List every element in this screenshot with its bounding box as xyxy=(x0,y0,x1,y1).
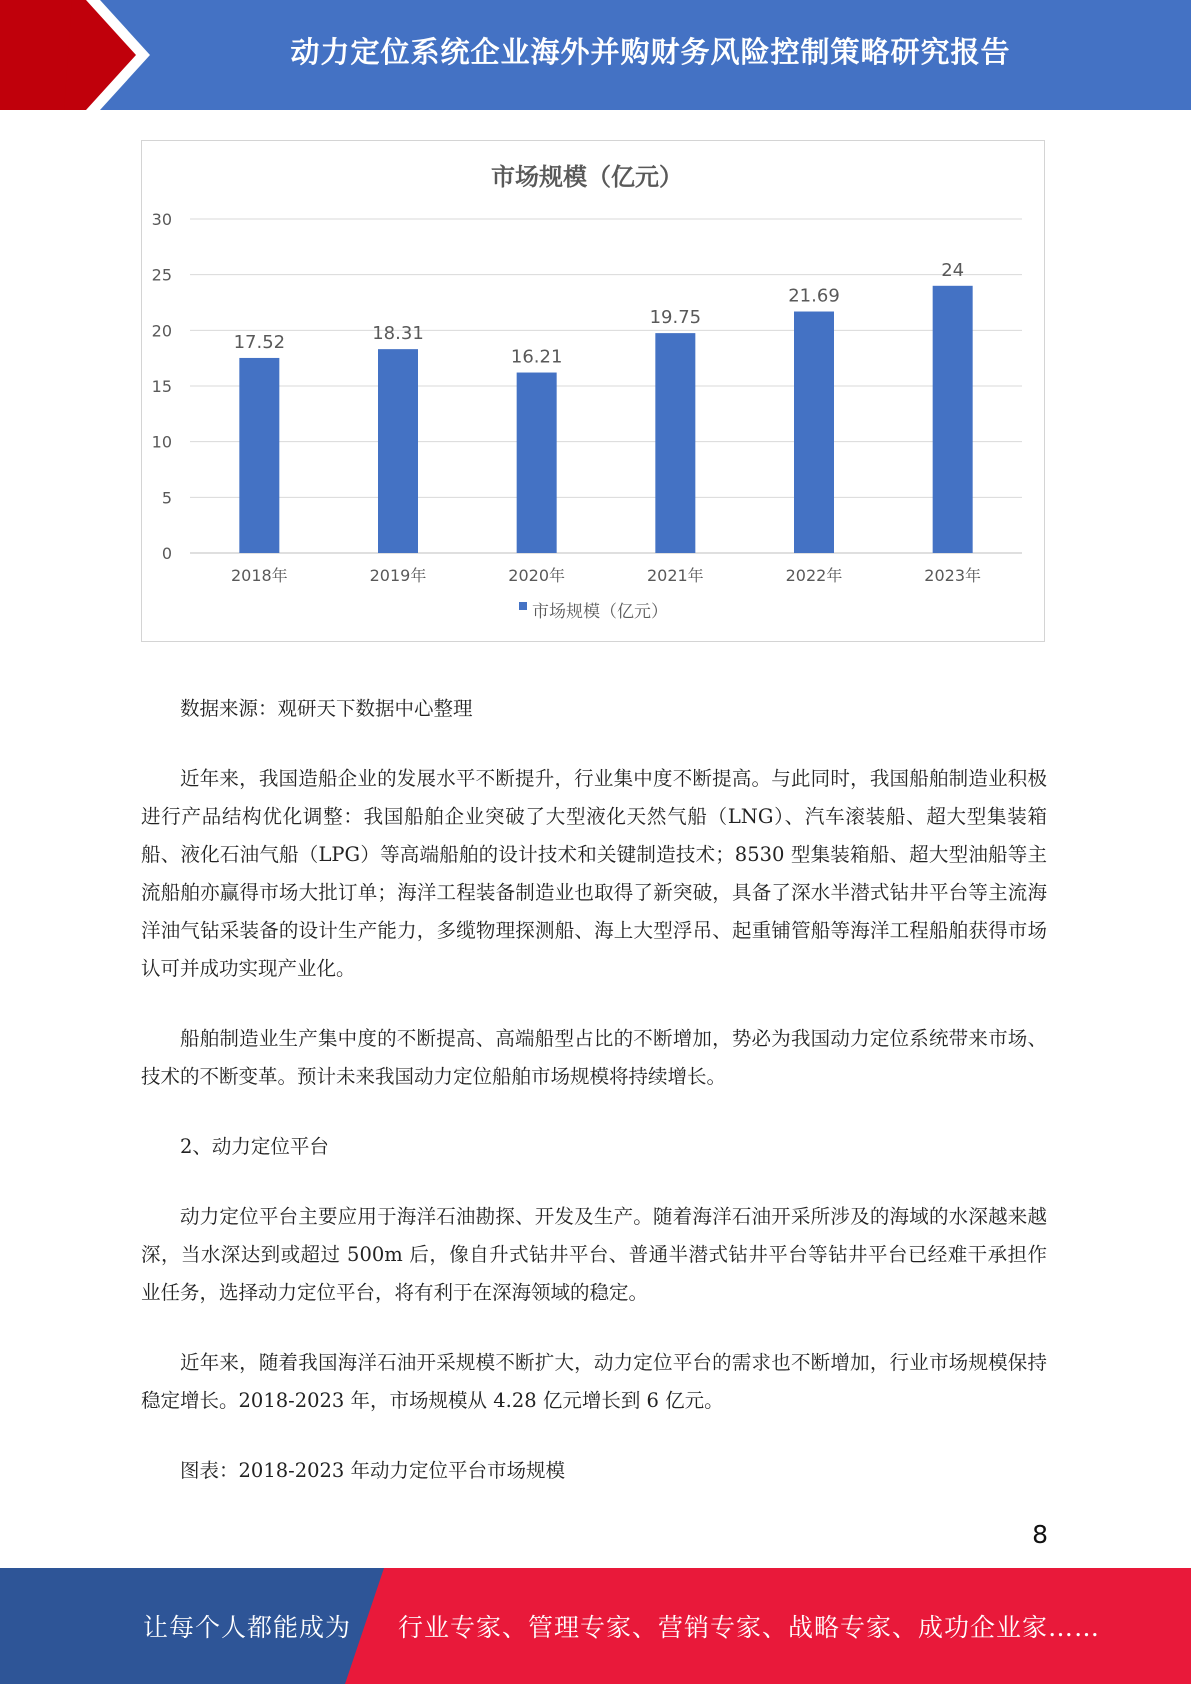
data-label: 16.21 xyxy=(510,346,563,368)
chart-title: 市场规模（亿元） xyxy=(491,163,683,191)
x-tick-label: 2022年 xyxy=(785,566,843,585)
x-tick-label: 2021年 xyxy=(646,566,704,585)
data-label: 21.69 xyxy=(788,285,840,307)
x-tick-label: 2019年 xyxy=(369,566,427,585)
bar xyxy=(794,312,834,553)
footer-slogan-left: 让每个人都能成为 xyxy=(143,1613,352,1642)
market-size-chart xyxy=(141,140,1045,642)
y-tick-label: 30 xyxy=(151,210,172,229)
report-body xyxy=(141,690,1047,1522)
y-axis-ticks xyxy=(152,210,172,563)
data-label: 19.75 xyxy=(649,307,702,329)
data-source-note: 数据来源：观研天下数据中心整理 xyxy=(180,697,473,720)
legend-label: 市场规模（亿元） xyxy=(532,602,668,622)
chart-data-labels xyxy=(234,260,965,368)
y-tick-label: 25 xyxy=(151,265,172,285)
data-label: 17.52 xyxy=(233,331,286,353)
legend-swatch xyxy=(519,602,527,610)
x-tick-label: 2020年 xyxy=(508,566,566,585)
y-tick-label: 5 xyxy=(161,488,172,508)
x-axis-ticks xyxy=(231,566,981,585)
report-title: 动力定位系统企业海外并购财务风险控制策略研究报告 xyxy=(290,34,1011,69)
x-tick-label: 2018年 xyxy=(230,566,288,585)
y-tick-label: 10 xyxy=(151,432,172,452)
bar xyxy=(239,358,279,553)
y-tick-label: 20 xyxy=(151,321,172,341)
data-label: 18.31 xyxy=(372,323,424,345)
bar xyxy=(517,373,557,553)
paragraph-market-growth: 近年来，随着我国海洋石油开采规模不断扩大，动力定位平台的需求也不断增加，行业市场规模保持稳定增长。2018-2023 年，市场规模从 4.28 亿元增长到 6 亿元。 xyxy=(141,1351,1047,1412)
bar xyxy=(933,286,973,553)
x-tick-label: 2023年 xyxy=(924,566,982,585)
paragraph-dp-platform: 动力定位平台主要应用于海洋石油勘探、开发及生产。随着海洋石油开采所涉及的海域的水深越来越深，当水深达到或超过 500m 后，像自升式钻井平台、普通半潜式钻井平台等钻井平台已经难干承担作业任务，选择动力定位平台，将有利于在深海领域的稳定。 xyxy=(141,1205,1047,1304)
figure-caption: 图表：2018-2023 年动力定位平台市场规模 xyxy=(180,1459,566,1482)
chart-canvas xyxy=(142,141,1046,643)
data-label: 24 xyxy=(941,259,965,281)
paragraph-shipbuilding: 近年来，我国造船企业的发展水平不断提升，行业集中度不断提高。与此同时，我国船舶制造业积极进行产品结构优化调整：我国船舶企业突破了大型液化天然气船（LNG）、汽车滚装船、超大型集装箱船、液化石油气船（LPG）等高端船舶的设计技术和关键制造技术；8530 型集装箱船、超大型油船等主流船舶亦赢得市场大批订单；海洋工程装备制造业也取得了新突破，具备了深水半潜式钻井平台等主流海洋油气钻采装备的设计生产能力，多缆物理探测船、海上大型浮吊、起重铺管船等海洋工程船舶获得市场认可并成功实现产业化。 xyxy=(141,767,1047,980)
page-header xyxy=(0,0,1191,110)
paragraph-concentration: 船舶制造业生产集中度的不断提高、高端船型占比的不断增加，势必为我国动力定位系统带来市场、技术的不断变革。预计未来我国动力定位船舶市场规模将持续增长。 xyxy=(141,1027,1047,1088)
chart-gridlines xyxy=(190,219,1022,553)
y-tick-label: 15 xyxy=(151,377,172,396)
page-footer xyxy=(0,1568,1191,1684)
bar xyxy=(655,333,695,553)
section-heading-dp-platform: 2、动力定位平台 xyxy=(180,1135,329,1158)
y-tick-label: 0 xyxy=(161,544,172,563)
footer-slogan-right: 行业专家、管理专家、营销专家、战略专家、成功企业家…… xyxy=(398,1613,1101,1642)
chart-bars xyxy=(239,286,972,553)
chart-legend xyxy=(519,602,668,622)
page-number: 8 xyxy=(1032,1520,1048,1549)
bar xyxy=(378,349,418,553)
